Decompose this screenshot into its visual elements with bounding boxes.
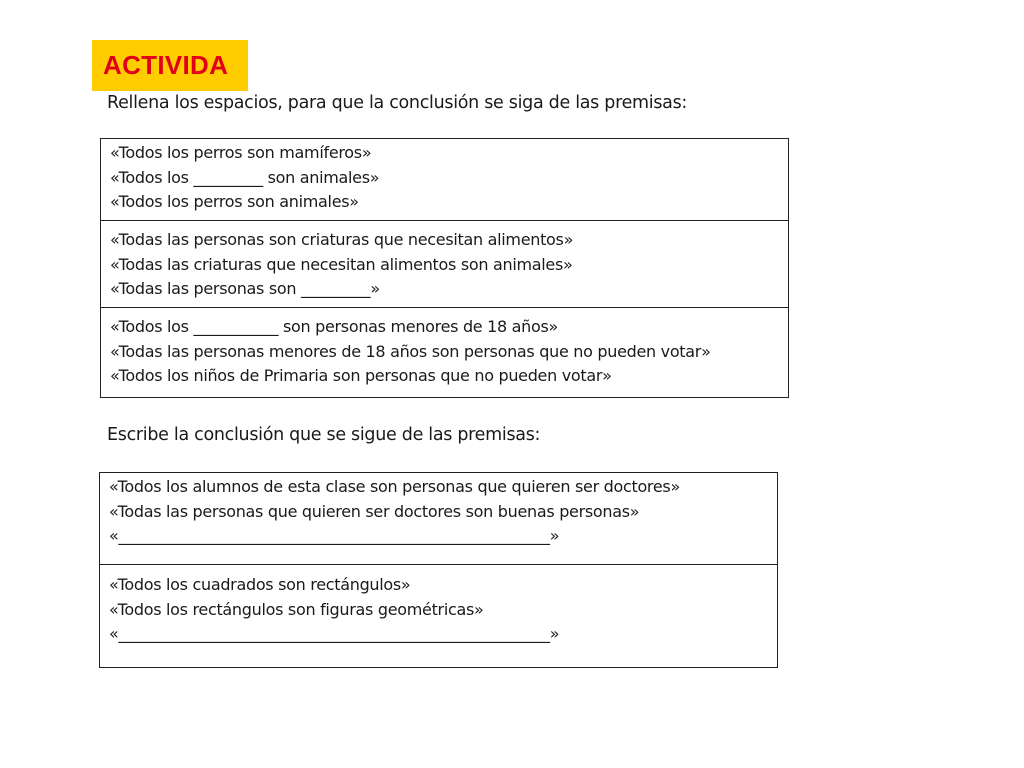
premise-line: «Todos los _________ son animales» bbox=[110, 167, 380, 187]
instruction-write-conclusion: Escribe la conclusión que se sigue de las premisas: bbox=[107, 425, 541, 445]
premise-line: «Todas las criaturas que necesitan alimentos son animales» bbox=[110, 254, 573, 274]
premise-line: «Todas las personas menores de 18 años son personas que no pueden votar» bbox=[110, 341, 711, 361]
premise-line: «Todos los rectángulos son figuras geométricas» bbox=[109, 599, 484, 619]
activity-title: ACTIVIDA bbox=[103, 50, 229, 80]
activity-badge bbox=[92, 40, 248, 91]
exercise-box-write-conclusion bbox=[99, 472, 778, 668]
exercise-group-5 bbox=[100, 573, 777, 647]
premise-line: «Todas las personas son criaturas que necesitan alimentos» bbox=[110, 230, 574, 249]
exercise-group-4 bbox=[100, 475, 777, 549]
exercise-group-2 bbox=[101, 228, 788, 302]
premise-line: «Todos los alumnos de esta clase son personas que quieren ser doctores» bbox=[109, 477, 680, 496]
premise-line: «Todas las personas que quieren ser doctores son buenas personas» bbox=[109, 501, 640, 521]
row-divider bbox=[100, 564, 777, 565]
instruction-fill-blanks: Rellena los espacios, para que la conclusión se siga de las premisas: bbox=[107, 93, 688, 113]
exercise-box-fill-blanks bbox=[100, 138, 789, 398]
premise-line: «Todos los cuadrados son rectángulos» bbox=[109, 575, 411, 594]
exercise-group-3 bbox=[101, 315, 788, 389]
answer-blank: «________________________________________________________» bbox=[109, 624, 560, 643]
conclusion-line: «Todos los niños de Primaria son personas que no pueden votar» bbox=[110, 366, 612, 385]
premise-line: «Todos los perros son mamíferos» bbox=[110, 143, 372, 162]
exercise-group-1 bbox=[101, 141, 788, 215]
premise-line: «Todos los ___________ son personas menores de 18 años» bbox=[110, 317, 559, 336]
answer-blank: «________________________________________________________» bbox=[109, 526, 560, 545]
row-divider bbox=[101, 220, 788, 221]
conclusion-line: «Todas las personas son _________» bbox=[110, 279, 380, 298]
conclusion-line: «Todos los perros son animales» bbox=[110, 192, 359, 211]
row-divider bbox=[101, 307, 788, 308]
